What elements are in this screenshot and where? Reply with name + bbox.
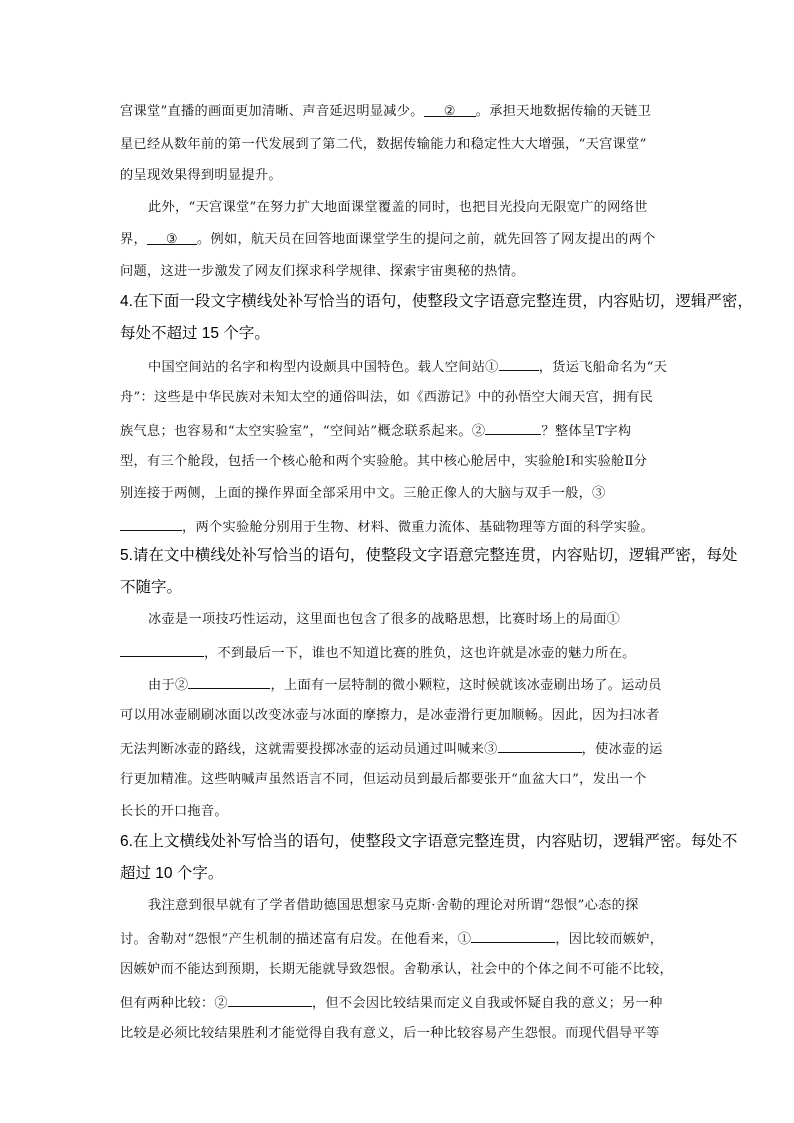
question-5-title-cont: 不随字。 <box>120 579 183 596</box>
text-line: 因嫉妒而不能达到预期，长期无能就导致怨恨。舍勒承认，社会中的个体之间不可能不比较， <box>120 962 673 977</box>
text-line: 我注意到很早就有了学者借助德国思想家马克斯·舍勒的理论对所谓“怨恨”心态的探 <box>148 898 639 913</box>
blank <box>498 738 582 753</box>
question-4-title-cont: 每处不超过 15 个字。 <box>120 325 270 342</box>
text-line: 但有两种比较：② ，但不会因比较结果而定义自我或怀疑自我的意义；另一种 <box>120 992 663 1014</box>
text-line: 星已经从数年前的第一代发展到了第二代，数据传输能力和稳定性大大增强，“天宫课堂” <box>120 137 647 152</box>
text-line: 舟”：这些是中华民族对未知太空的通俗叫法，如《西游记》中的孙悟空大闹天宫，拥有民 <box>120 390 654 405</box>
text-line: 冰壶是一项技巧性运动，这里面也包含了很多的战略思想，比赛时场上的局面① <box>148 612 621 627</box>
question-4-title: 4.在下面一段文字横线处补写恰当的语句，使整段文字语意完整连贯，内容贴切，逻辑严密， <box>120 293 753 310</box>
text-line: 长长的开口拖音。 <box>120 804 228 819</box>
text-line: ，不到最后一下，谁也不知道比赛的胜负，这也许就是冰壶的魅力所在。 <box>120 642 636 664</box>
blank <box>120 642 204 657</box>
text-line: 问题，这进一步激发了网友们探求科学规律、探索宇宙奥秘的热情。 <box>120 264 525 279</box>
question-6-title-cont: 超过 10 个字。 <box>120 865 224 882</box>
text-line: 此外，“天宫课堂”在努力扩大地面课堂覆盖的同时，也把目光投向无限宽广的网络世 <box>148 200 648 215</box>
blank <box>120 516 182 531</box>
text-line: 讨。舍勒对“怨恨”产生机制的描述富有启发。在他看来，① ，因比较而嫉妒， <box>120 928 663 950</box>
text-line: 宫课堂”直播的画面更加清晰、声音延迟明显减少。 ② 。承担天地数据传输的天链卫 <box>120 104 652 119</box>
text-line: 中国空间站的名字和构型内设颇具中国特色。载人空间站① ，货运飞船命名为“天 <box>148 356 667 378</box>
text-line: 别连接于两侧，上面的操作界面全部采用中文。三舱正像人的大脑与双手一般，③ <box>120 486 606 501</box>
blank <box>499 356 539 371</box>
question-6-title: 6.在上文横线处补写恰当的语句，使整段文字语意完整连贯，内容贴切，逻辑严密。每处不 <box>120 833 738 850</box>
text-line: 的呈现效果得到明显提升。 <box>120 168 282 183</box>
text-line: 可以用冰壶刷刷冰面以改变冰壶与冰面的摩擦力，是冰壶滑行更加顺畅。因此，因为扫冰者 <box>120 708 660 723</box>
blank-3: ③ <box>147 230 197 245</box>
text-line: 型，有三个舱段，包括一个核心舱和两个实验舱。其中核心舱居中，实验舱Ⅰ和实验舱Ⅱ分 <box>120 454 648 469</box>
blank <box>228 992 312 1007</box>
text-line: 无法判断冰壶的路线，这就需要投掷冰壶的运动员通过叫喊来③ ，使冰壶的运 <box>120 738 663 760</box>
text-line: 界， ③ 。例如，航天员在回答地面课堂学生的提问之前，就先回答了网友提出的两个 <box>120 232 656 247</box>
text-line: 族气息；也容易和“太空实验室”，“空间站”概念联系起来。② ？整体呈T字构 <box>120 420 631 442</box>
question-5-title: 5.请在文中横线处补写恰当的语句，使整段文字语意完整连贯，内容贴切，逻辑严密，每处 <box>120 547 738 564</box>
blank <box>188 674 270 689</box>
blank-2: ② <box>424 102 476 117</box>
text-line: ，两个实验舱分别用于生物、材料、微重力流体、基础物理等方面的科学实验。 <box>120 516 654 538</box>
text-line: 行更加精准。这些呐喊声虽然语言不同，但运动员到最后都要张开“血盆大口”，发出一个 <box>120 772 647 787</box>
blank <box>471 928 555 943</box>
text-line: 比较是必须比较结果胜利才能觉得自我有意义，后一种比较容易产生怨恨。而现代倡导平等 <box>120 1026 660 1041</box>
blank <box>485 420 541 435</box>
text-line: 由于② ，上面有一层特制的微小颗粒，这时候就该冰壶刷出场了。运动员 <box>148 674 662 696</box>
